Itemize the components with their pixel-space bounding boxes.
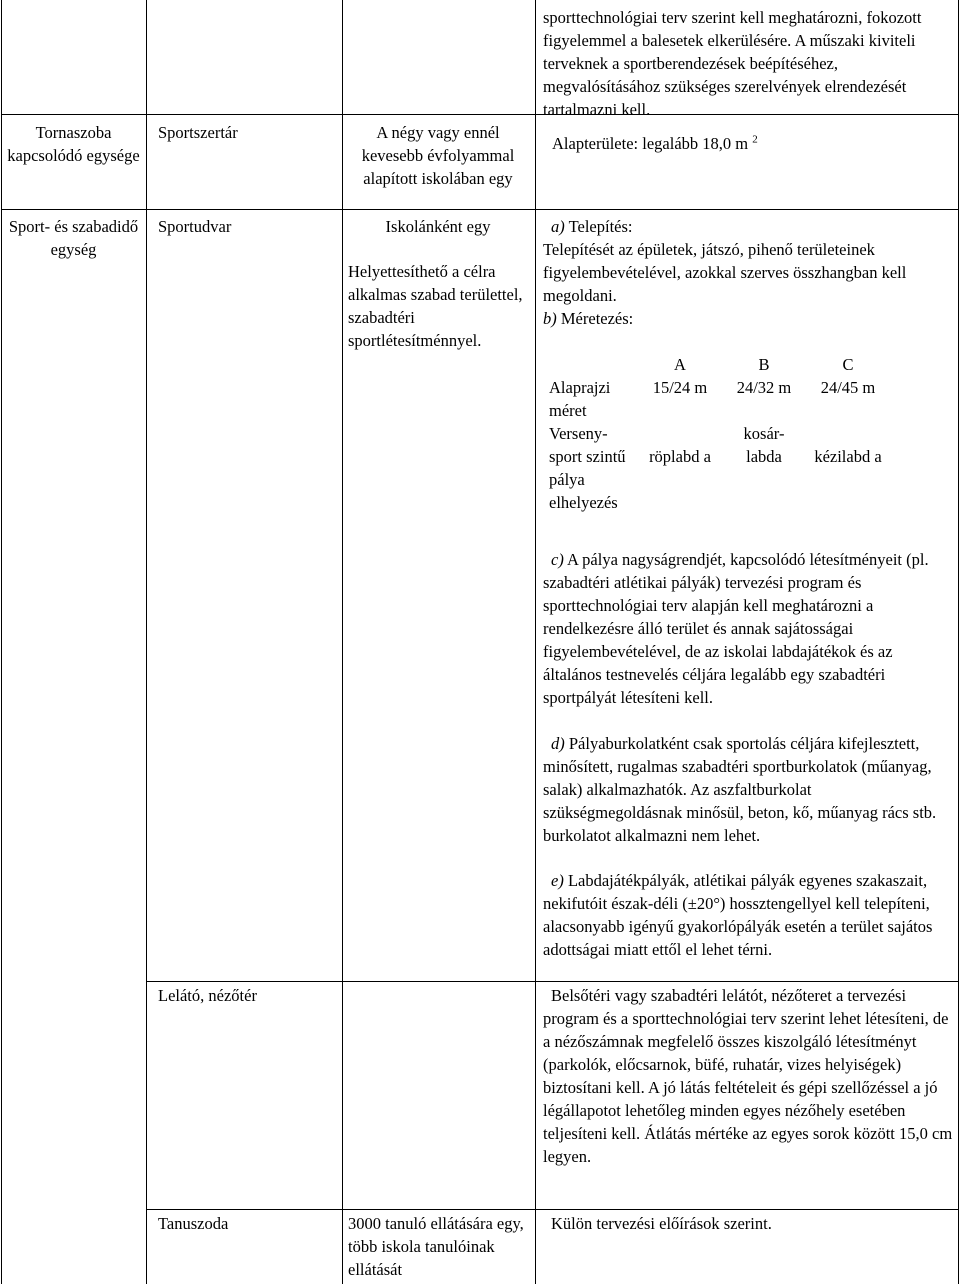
b-label: b) <box>543 309 557 328</box>
row-border <box>146 981 959 982</box>
c-label: c) <box>551 550 564 569</box>
item-sportszertar: Sportszertár <box>158 123 238 142</box>
item-sportudvar: Sportudvar <box>158 217 232 236</box>
item-lelato: Lelátó, nézőtér <box>158 986 257 1005</box>
area-text: Alapterülete: legalább 18,0 m $^2$ <box>552 133 758 153</box>
size-c-use: kézilabd a <box>814 447 882 466</box>
qty-tanuszoda: 3000 tanuló ellátására egy, több iskola tanulóinak ellátását <box>348 1214 524 1279</box>
d-paragraph: d) Pályaburkolatként csak sportolás céljára kifejlesztett, minősített, rugalmas szabadtéri sportburkolatok (műanyag, salak) alkalmazhatók. Az aszfaltburkolat szükségmegoldásnak minősül, beton, kő, műanyag rács stb. burkolatot alkalmazni nem lehet. <box>543 734 937 845</box>
d-label: d) <box>551 734 565 753</box>
column-border <box>1 0 2 1284</box>
size-col-b: B <box>758 355 770 374</box>
qty-sportudvar: Iskolánként egy <box>385 217 491 236</box>
item-tanuszoda: Tanuszoda <box>158 1214 229 1233</box>
meretezes-heading: b) Méretezés: <box>543 309 634 328</box>
size-a-use: röplabd a <box>649 447 711 466</box>
qty-sportudvar-note: Helyettesíthető a célra alkalmas szabad területtel, szabadtéri sportlétesítménnyel. <box>348 262 523 350</box>
size-col-c: C <box>842 355 854 374</box>
telepites-text: Telepítését az épületek, játszó, pihenő területeinek figyelembevételével, azokkal szerves összhangban kell megoldani. <box>543 240 907 305</box>
column-border <box>535 0 536 1284</box>
tanuszoda-paragraph: Külön tervezési előírások szerint. <box>551 1214 772 1233</box>
column-border <box>146 0 147 1284</box>
a-label: a) <box>551 217 565 236</box>
telepites-heading: a) Telepítés: <box>551 217 633 236</box>
row-border <box>1 209 959 210</box>
e-paragraph: e) Labdajátékpályák, atlétikai pályák egyenes szakaszait, nekifutóit észak-déli (±20°) hossztengellyel kell telepíteni, alacsonyabb igényű gyakorlópályák esetén a terület sajátos adottságai miatt ettől el lehet térni. <box>543 871 933 959</box>
size-b-use: kosár-labda <box>743 424 785 466</box>
size-c-dim: 24/45 m <box>820 378 876 397</box>
e-label: e) <box>551 871 564 890</box>
column-border <box>342 0 343 1284</box>
area-superscript: 2 <box>752 133 758 146</box>
intro-text: sporttechnológiai terv szerint kell meghatározni, fokozott figyelemmel a balesetek elkerülésére. A műszaki kiviteli terveknek a sportberendezések beépítéséhez, megvalósításához szükséges szerelvények elrendezését tartalmazni kell. <box>543 8 922 119</box>
size-b-dim: 24/32 m <box>736 378 792 397</box>
lelato-paragraph: Belsőtéri vagy szabadtéri lelátót, nézőteret a tervezési program és a sporttechnológiai terv szerint lehet létesíteni, de a nézőszámnak megfelelő összes kiszolgáló létesítményt (parkolók, előcsarnok, büfé, ruhatár, vizes helyiségek) biztosítani kell. A jó látás feltételeit és gépi szellőzéssel a jó légállapotot lehetőleg minden egyes nézőhely esetében teljesíteni kell. Átlátás mértéke az egyes sorok között 15,0 cm legyen. <box>543 986 953 1166</box>
row-border <box>146 1209 959 1210</box>
size-col-a: A <box>674 355 686 374</box>
c-paragraph: c) A pálya nagyságrendjét, kapcsolódó létesítményeit (pl. szabadtéri atlétikai pályák) tervezési program és sporttechnológiai terv alapján kell meghatározni a rendelkezésre álló terület és annak sajátosságai figyelembevételével, de az iskolai labdajátékok és az általános testnevelés céljára legalább egy szabadtéri sportpályát létesíteni kell. <box>543 550 929 707</box>
qty-sportszertar: A négy vagy ennél kevesebb évfolyammal alapított iskolában egy <box>361 123 515 188</box>
size-a-dim: 15/24 m <box>652 378 708 397</box>
size-row2-label: Verseny-sport szintű pálya elhelyezés <box>549 424 626 512</box>
column-border <box>958 0 959 1284</box>
unit-sport: Sport- és szabadidő egység <box>8 217 139 259</box>
size-row1-label: Alaprajzi méret <box>549 378 611 420</box>
unit-tornaszoba: Tornaszoba kapcsolódó egysége <box>7 123 140 165</box>
